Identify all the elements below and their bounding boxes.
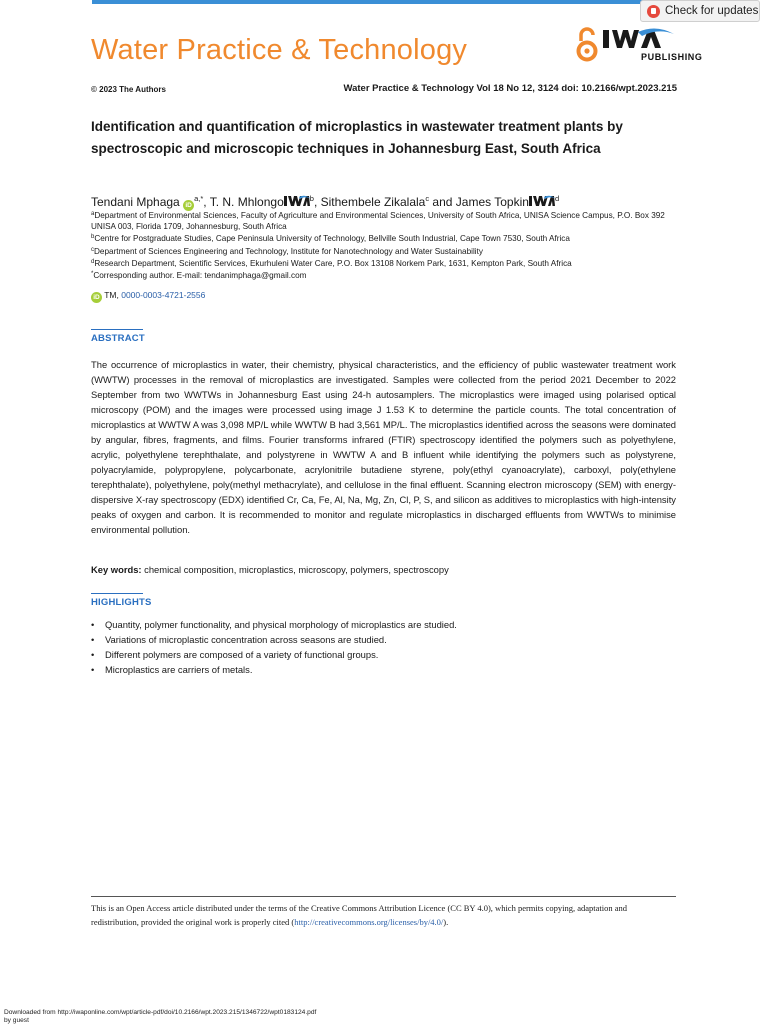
author-affiliation-mark: a,* [194,194,204,203]
affiliation-mark: * [91,271,94,278]
author-name[interactable]: Sithembele Zikalala [320,195,426,209]
affiliation-mark: d [91,258,95,265]
check-for-updates-button[interactable] [640,0,760,22]
download-line: by guest [4,1016,29,1024]
publisher-subtitle: PUBLISHING [641,52,703,62]
open-access-icon [575,25,599,65]
highlights-list [91,617,457,677]
top-accent-bar [92,0,678,4]
author-name[interactable]: T. N. Mhlongo [209,195,284,209]
author-separator: , [203,195,210,209]
abstract-rule [91,329,143,330]
citation: Water Practice & Technology Vol 18 No 12, 3124 doi: 10.2166/wpt.2023.215 [343,83,677,94]
affiliation-item [91,245,691,257]
article-title: Identification and quantification of microplastics in wastewater treatment plants by spectroscopic and microscopic techniques in Johannesburg East, South Africa [91,119,623,156]
abstract-heading: ABSTRACT [91,333,145,344]
download-notice [4,1009,316,1024]
orcid-author: TM, [104,290,122,300]
affiliation-mark: c [91,246,94,253]
license-link[interactable]: http://creativecommons.org/licenses/by/4.0/ [294,916,444,927]
abstract-text: The occurrence of microplastics in water, their chemistry, physical characteristics, and the efficiency of public wastewater treatment work (WWTW) processes in the removal of microplastics are investigated. Samples were collected from the period 2021 December to 2022 September from two WWTWs in Johannesburg East using 24-h autosamplers. The microplastics were imaged using polarised optical microscopy (POM) and the images were processed using image J 1.53 K to determine the particle counts. The total concentration of microplastics at WWTW A was 3,098 MP/L while WWTW B had 3,561 MP/L. The microplastics identified across the seasons were dominated by angular, fibres, fragments, and films. Fourier transforms infrared (FTIR) spectroscopy identified the polymers such as polyethylene, acrylic, polyethylene terephthalate, and polystyrene in WWTW A and B influent while identifying the polymers such as polystyrene, polyacrylamide, polypropylene, polycarbonate, acrylonitrile butadiene styrene, poly(ethyl cyanoacrylate), carboxyl, poly(ethylene terephthalate), polyethylene, poly(methyl methacrylate), and cellulose in the final effluent. Scanning electron microscopy (SEM) with energy-dispersive X-ray spectroscopy (EDX) identified Cr, Ca, Fe, Al, Na, Mg, Zn, Cl, P, S, and silicon as additives to microplastics with high-intensity peaks of oxygen and carbon. It is recommended to monitor and regulate microplastics in discharged effluents from WWTWs to minimise environmental pollution. [91,359,676,535]
list-item: • Different polymers are composed of a variety of functional groups. [91,647,457,662]
author-separator: and [429,195,456,209]
author-name[interactable]: James Topkin [455,195,529,209]
highlights-rule [91,593,143,594]
author-separator: , [313,195,321,209]
footer-rule [91,896,676,897]
highlights-heading: HIGHLIGHTS [91,597,152,608]
affiliation-text: Research Department, Scientific Services, Ekurhuleni Water Care, P.O. Box 13108 Norkem Park, 1631, Kempton Park, South Africa [94,258,572,268]
affiliation-text: Corresponding author. E-mail: tendanimphaga@gmail.com [93,271,307,281]
list-item: • Quantity, polymer functionality, and physical morphology of microplastics are studied. [91,617,457,632]
affiliation-mark: b [91,234,95,241]
copyright: © 2023 The Authors [91,85,166,94]
author-list [91,190,559,211]
keywords [91,564,449,575]
affiliations [91,209,691,281]
affiliation-text: Department of Sciences Engineering and Technology, Institute for Nanotechnology and Water Sustainability [94,246,483,256]
orcid-icon[interactable]: iD [183,200,194,211]
crossmark-icon [647,5,660,18]
license-notice [91,902,676,929]
orcid-link[interactable]: 0000-0003-4721-2556 [121,290,206,300]
affiliation-item [91,209,691,232]
license-text: This is an Open Access article distributed under the terms of the Creative Commons Attribution Licence (CC BY 4.0), which permits copying, adaptation and redistribution, provided the original work is properly cited ( [91,903,628,927]
keywords-text: chemical composition, microplastics, microscopy, polymers, spectroscopy [141,564,449,575]
journal-title: Water Practice & Technology [91,34,468,66]
orcid-record [91,290,205,303]
affiliation-mark: a [91,211,95,217]
check-for-updates-label: Check for updates [665,5,759,17]
keywords-label: Key words: [91,564,142,575]
author-name[interactable]: Tendani Mphaga [91,195,180,209]
orcid-icon: iD [91,292,102,303]
list-item: • Microplastics are carriers of metals. [91,662,457,677]
license-end: ). [443,916,449,927]
author-affiliation-mark: c [425,194,430,203]
author-affiliation-mark: b [309,194,314,203]
affiliation-item [91,257,691,269]
list-item: • Variations of microplastic concentration across seasons are studied. [91,632,457,647]
iwa-member-icon [284,195,310,207]
affiliation-item [91,232,691,244]
download-line: Downloaded from http://iwaponline.com/wpt/article-pdf/doi/10.2166/wpt.2023.215/1346722/wpt0183124.pdf [4,1009,317,1016]
corresponding-author [91,269,691,281]
iwa-member-icon [529,195,555,207]
author-affiliation-mark: d [554,194,560,203]
affiliation-text: Department of Environmental Sciences, Faculty of Agriculture and Environmental Sciences, University of South Africa, UNISA Science Campus, P.O. Box 392 UNISA 003, Florida 1709, Johannesburg, South Africa [91,211,665,232]
affiliation-text: Centre for Postgraduate Studies, Cape Peninsula University of Technology, Bellville South Industrial, Cape Town 7530, South Africa [94,234,570,244]
